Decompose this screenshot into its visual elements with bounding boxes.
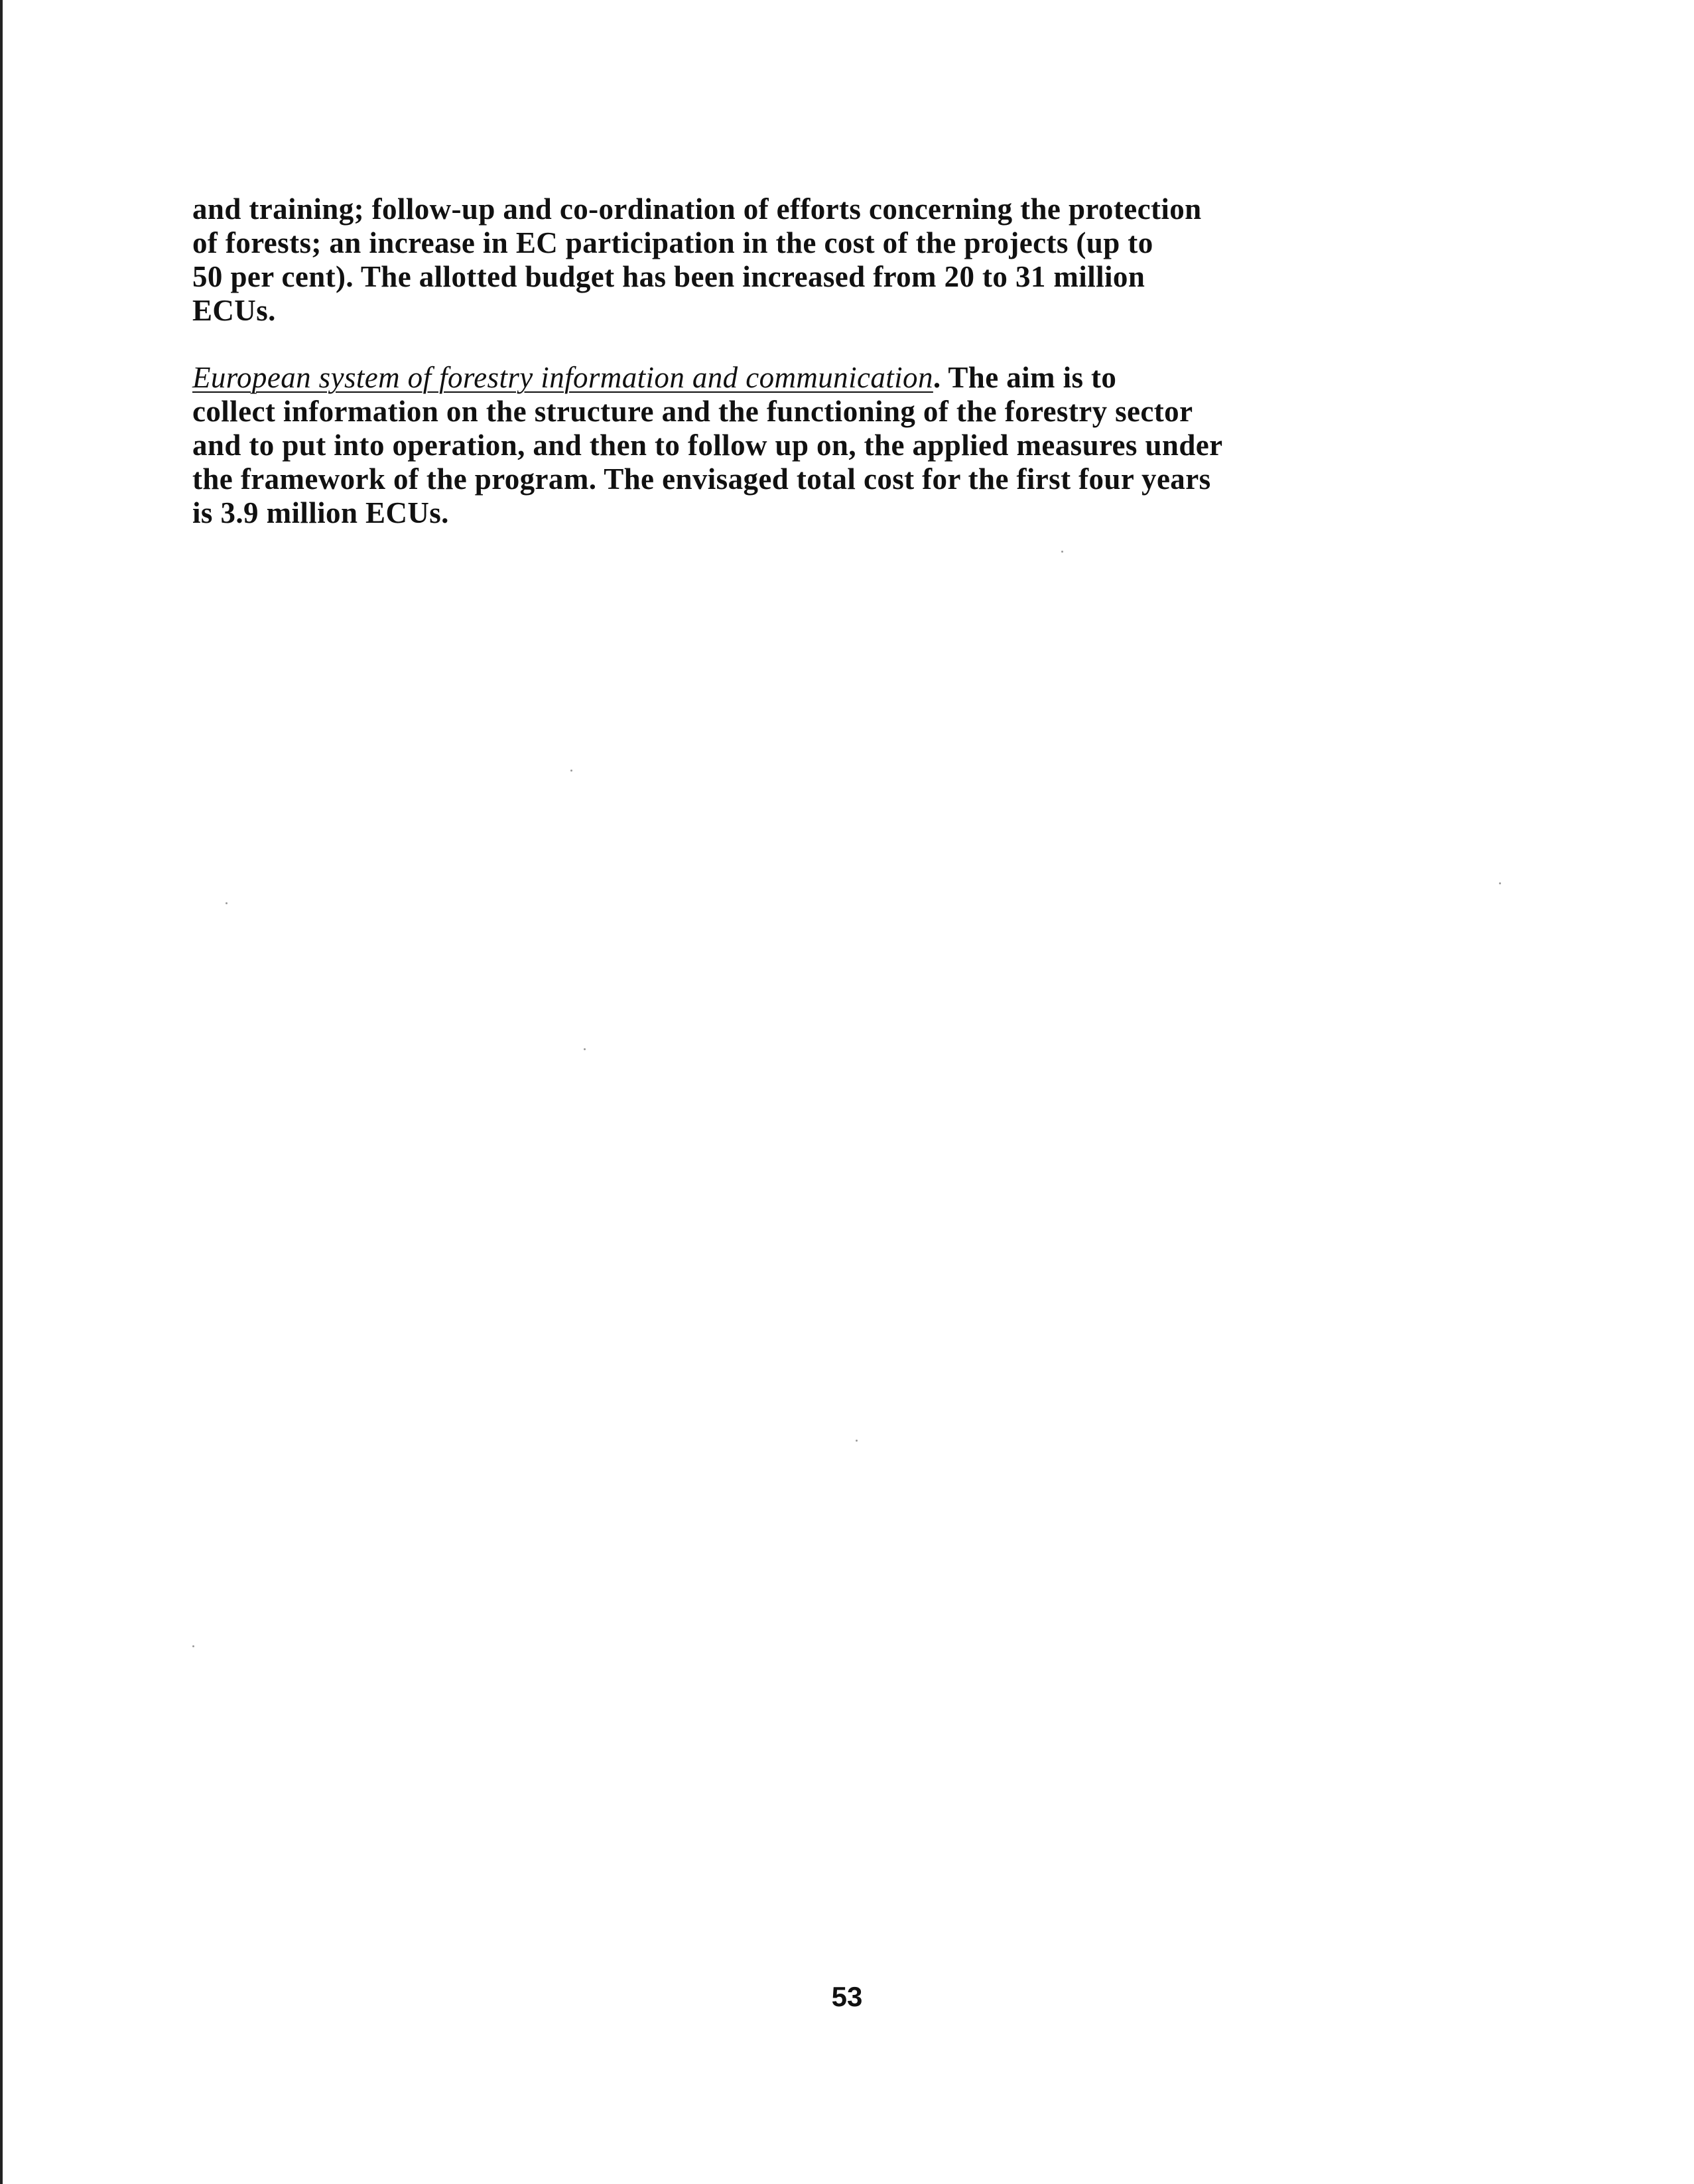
scan-edge-line <box>0 0 3 2184</box>
section-heading-period: . <box>933 361 941 394</box>
scan-speck <box>570 770 572 772</box>
scan-speck <box>1061 551 1063 553</box>
scan-speck <box>1499 882 1501 884</box>
scan-speck <box>192 1645 194 1647</box>
paragraph-training-budget: and training; follow-up and co-ordination of efforts concerning the protection of forests; an increase in EC participation in the cost of the projects (up to 50 per cent). The allotted budget has been increased from 20 to 31 million ECUs. <box>192 192 1202 327</box>
scan-speck <box>584 1048 586 1050</box>
page-number: 53 <box>831 1981 863 2012</box>
scan-speck <box>226 902 228 904</box>
section-heading-forestry-information: European system of forestry information and communication <box>192 361 933 394</box>
paragraph-forestry-information <box>192 361 1459 530</box>
scan-speck <box>856 1440 858 1442</box>
paragraph-forestry-body: The aim is to collect information on the structure and the functioning of the forestry sector and to put into operation, and then to follow up on, the applied measures under the framework of the program. The envisaged total cost for the first four years is 3.9 million ECUs. <box>192 361 1223 529</box>
